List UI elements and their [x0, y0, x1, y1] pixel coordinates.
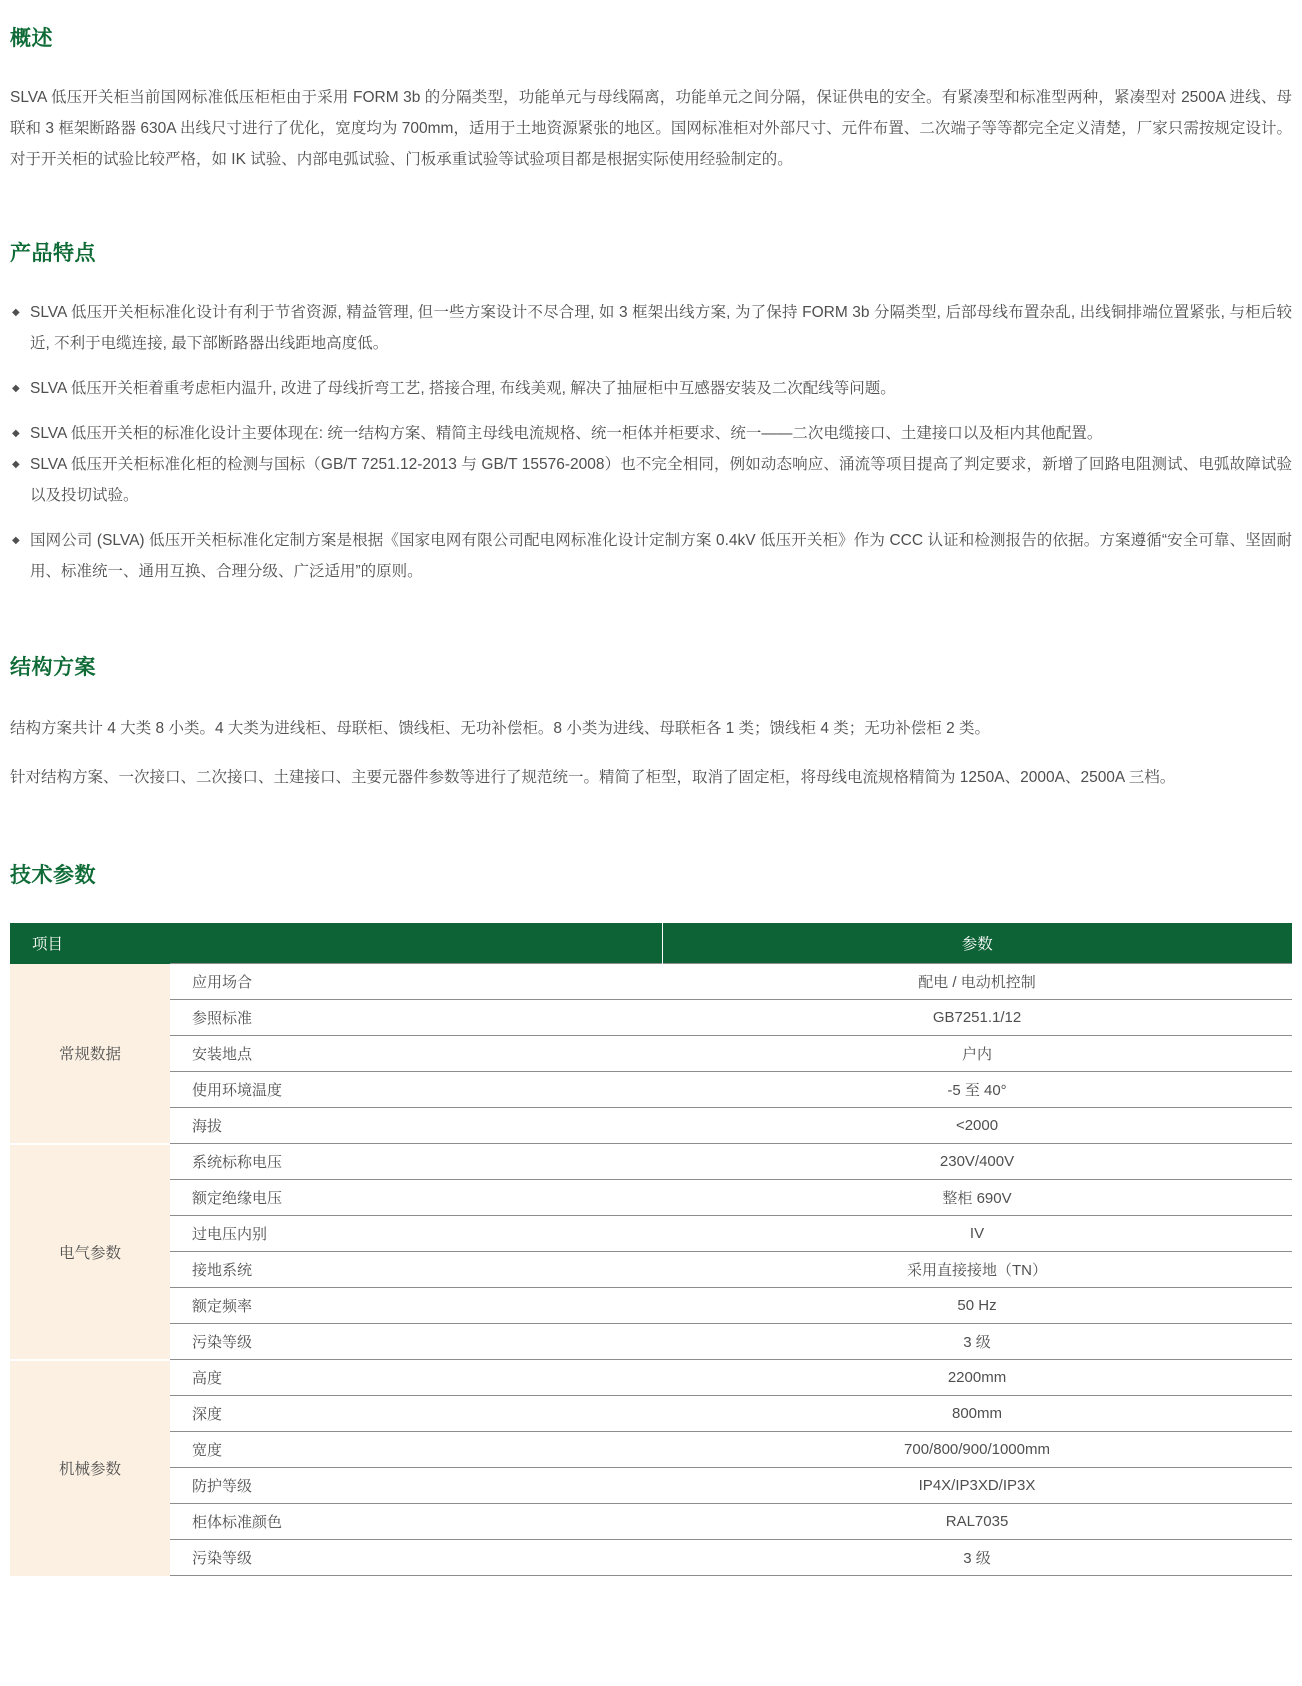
list-item: [10, 373, 1292, 404]
row-item-label: 宽度: [170, 1432, 662, 1468]
table-row: [10, 1108, 1292, 1144]
row-item-label: 柜体标准颜色: [170, 1504, 662, 1540]
table-body: [10, 964, 1292, 1576]
row-value: 整柜 690V: [662, 1180, 1292, 1216]
list-item-text: SLVA 低压开关柜的标准化设计主要体现在: 统一结构方案、精简主母线电流规格、统一柜体并柜要求、统一——二次电缆接口、土建接口以及柜内其他配置。: [30, 425, 1103, 442]
table-row: [10, 1396, 1292, 1432]
table-row: [10, 1036, 1292, 1072]
row-item-label: 参照标准: [170, 1000, 662, 1036]
list-item: [10, 525, 1292, 587]
table-row: [10, 1252, 1292, 1288]
structure-paragraph-1: 结构方案共计 4 大类 8 小类。4 大类为进线柜、母联柜、馈线柜、无功补偿柜。8 小类为进线、母联柜各 1 类；馈线柜 4 类；无功补偿柜 2 类。: [10, 720, 991, 737]
row-item-label: 安装地点: [170, 1036, 662, 1072]
list-item-text: 国网公司 (SLVA) 低压开关柜标准化定制方案是根据《国家电网有限公司配电网标准化设计定制方案 0.4kV 低压开关柜》作为 CCC 认证和检测报告的依据。方案遵循“安全可靠、坚固耐用、标准统一、通用互换、合理分级、广泛适用”的原则。: [30, 532, 1292, 580]
diamond-bullet-icon: ◆: [12, 428, 20, 439]
diamond-bullet-icon: ◆: [12, 459, 20, 470]
table-row: [10, 1144, 1292, 1180]
table-header-row: [10, 923, 1292, 964]
table-row: [10, 1216, 1292, 1252]
list-item: [10, 449, 1292, 511]
row-value: RAL7035: [662, 1504, 1292, 1540]
row-item-label: 使用环境温度: [170, 1072, 662, 1108]
row-item-label: 额定频率: [170, 1288, 662, 1324]
row-item-label: 额定绝缘电压: [170, 1180, 662, 1216]
table-header: [10, 923, 1292, 964]
row-item-label: 污染等级: [170, 1540, 662, 1576]
section-heading-structure: 结构方案: [10, 656, 96, 679]
row-value: 配电 / 电动机控制: [662, 964, 1292, 1000]
row-value: <2000: [662, 1108, 1292, 1144]
row-item-label: 防护等级: [170, 1468, 662, 1504]
table-row: [10, 1432, 1292, 1468]
diamond-bullet-icon: ◆: [12, 535, 20, 546]
row-item-label: 系统标称电压: [170, 1144, 662, 1180]
table-row: [10, 1504, 1292, 1540]
list-item: [10, 297, 1292, 359]
section-heading-overview: 概述: [10, 27, 53, 50]
list-item-text: SLVA 低压开关柜标准化柜的检测与国标（GB/T 7251.12-2013 与 GB/T 15576-2008）也不完全相同，例如动态响应、涌流等项目提高了判定要求，新增了回路电阻测试、电弧故障试验以及投切试验。: [30, 456, 1292, 504]
structure-paragraph-2: 针对结构方案、一次接口、二次接口、土建接口、主要元器件参数等进行了规范统一。精简了柜型，取消了固定柜，将母线电流规格精简为 1250A、2000A、2500A 三档。: [10, 769, 1176, 786]
row-value: 800mm: [662, 1396, 1292, 1432]
row-item-label: 高度: [170, 1360, 662, 1396]
overview-paragraph: SLVA 低压开关柜当前国网标准低压柜柜由于采用 FORM 3b 的分隔类型，功能单元与母线隔离，功能单元之间分隔，保证供电的安全。有紧凑型和标准型两种，紧凑型对 2500A 进线、母联和 3 框架断路器 630A 出线尺寸进行了优化，宽度均为 700mm，适用于土地资源紧张的地区。国网标准柜对外部尺寸、元件布置、二次端子等等都完全定义清楚，厂家只需按规定设计。对于开关柜的试验比较严格，如 IK 试验、内部电弧试验、门板承重试验等试验项目都是根据实际使用经验制定的。: [10, 89, 1292, 168]
table-row: [10, 1540, 1292, 1576]
table-row: [10, 1000, 1292, 1036]
column-header-value: 参数: [662, 923, 1292, 964]
table-row: [10, 1072, 1292, 1108]
column-header-item: 项目: [10, 923, 662, 964]
diamond-bullet-icon: ◆: [12, 307, 20, 318]
row-value: -5 至 40°: [662, 1072, 1292, 1108]
row-item-label: 接地系统: [170, 1252, 662, 1288]
row-value: 采用直接接地（TN）: [662, 1252, 1292, 1288]
row-item-label: 海拔: [170, 1108, 662, 1144]
diamond-bullet-icon: ◆: [12, 383, 20, 394]
row-value: IP4X/IP3XD/IP3X: [662, 1468, 1292, 1504]
row-value: 2200mm: [662, 1360, 1292, 1396]
row-value: 700/800/900/1000mm: [662, 1432, 1292, 1468]
row-item-label: 污染等级: [170, 1324, 662, 1360]
list-item: [10, 418, 1292, 449]
features-bullet-list: [10, 267, 1292, 587]
group-label-general: 常规数据: [10, 964, 170, 1144]
row-value: 3 级: [662, 1540, 1292, 1576]
table-row: [10, 1324, 1292, 1360]
row-item-label: 深度: [170, 1396, 662, 1432]
row-value: 3 级: [662, 1324, 1292, 1360]
section-heading-features: 产品特点: [10, 242, 96, 265]
technical-parameters-table-wrap: [10, 889, 1292, 1636]
section-heading-technical: 技术参数: [10, 864, 96, 887]
table-row: [10, 1360, 1292, 1396]
group-label-electrical: 电气参数: [10, 1144, 170, 1360]
row-value: 户内: [662, 1036, 1292, 1072]
table-row: [10, 964, 1292, 1000]
list-item-text: SLVA 低压开关柜标准化设计有利于节省资源, 精益管理, 但一些方案设计不尽合理, 如 3 框架出线方案, 为了保持 FORM 3b 分隔类型, 后部母线布置杂乱, 出线铜排端位置紧张, 与柜后较近, 不利于电缆连接, 最下部断路器出线距地高度低。: [30, 304, 1292, 352]
row-item-label: 应用场合: [170, 964, 662, 1000]
table-row: [10, 1468, 1292, 1504]
table-row: [10, 1180, 1292, 1216]
table-row: [10, 1288, 1292, 1324]
row-item-label: 过电压内别: [170, 1216, 662, 1252]
row-value: GB7251.1/12: [662, 1000, 1292, 1036]
row-value: IV: [662, 1216, 1292, 1252]
row-value: 230V/400V: [662, 1144, 1292, 1180]
row-value: 50 Hz: [662, 1288, 1292, 1324]
list-item-text: SLVA 低压开关柜着重考虑柜内温升, 改进了母线折弯工艺, 搭接合理, 布线美观, 解决了抽屉柜中互感器安装及二次配线等问题。: [30, 380, 896, 397]
group-label-mechanical: 机械参数: [10, 1360, 170, 1576]
technical-parameters-table: [10, 923, 1292, 1576]
